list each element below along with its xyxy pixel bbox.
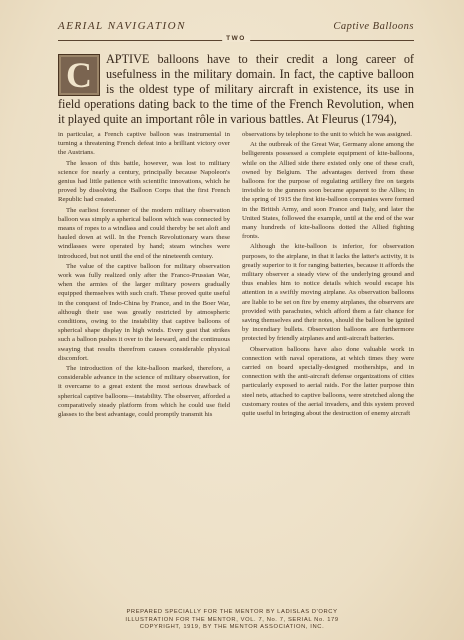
left-column xyxy=(58,130,230,419)
paragraph: Observation balloons have also done valuable work in connection with naval operations, at which times they were carried on board specially-designed motherships, and in connection with the anti-aircraft defense organizations of cities particularly exposed to aerial raids. For the latter purpose thin steel nets, attached to captive balloons, were stretched along the customary routes of the aerial invaders, and this system proved quite useful in bringing about the destruction of enemy aircraft xyxy=(242,345,414,418)
paragraph: in particular, a French captive balloon was instrumental in turning a threatening French defeat into a brilliant victory over the Austrians. xyxy=(58,131,230,157)
right-column xyxy=(242,130,414,419)
header-title: AERIAL NAVIGATION xyxy=(58,20,186,32)
paragraph: The introduction of the kite-balloon marked, therefore, a considerable advance in the science of military observation, for it overcame to a great extent the most serious drawback of spherical captive balloons—instability. The observer, afforded a comparatively steady platform from which he could use field glasses to the best advantage, could promptly transmit his xyxy=(58,365,230,419)
header-subject: Captive Balloons xyxy=(333,21,414,32)
paragraph: Although the kite-balloon is inferior, for observation purposes, to the airplane, in that it lacks the latter's activity, it is greatly superior to it for ranging batteries, because it affords the military observer a steady view of the underlying ground and thus enables him to notice details which would escape his attention in a swiftly moving airplane. As observation balloons are liable to be set on fire by enemy airplanes, the observers are provided with parachutes, which afford them a fair chance for saving themselves and their notes, should the balloon be ignited by incendiary bullets. Observation balloons are furthermore protected by friendly airplanes and anti-aircraft batteries. xyxy=(242,243,414,343)
paragraph: The value of the captive balloon for military observation work was fully realized only after the Franco-Prussian War, when the armies of the larger military powers gradually equipped themselves with such craft. These proved quite useful in the conquest of Indo-China by France, and in the Boer War, although their use was greatly restricted by atmospheric conditions, owing to the instability that captive balloons of spherical shape display in high winds. Every gust that strikes such a balloon pushes it over to the leeward, and the continuous swaying that results therefrom causes considerable physical discomfort. xyxy=(58,262,230,362)
paragraph: observations by telephone to the unit to which he was assigned. xyxy=(242,131,412,138)
page-number-label: TWO xyxy=(222,35,250,42)
footer-line: PREPARED SPECIALLY FOR THE MENTOR BY LADISLAS D'ORCY xyxy=(126,609,338,615)
header-rule xyxy=(58,36,414,46)
footer-credits xyxy=(0,609,464,632)
lead-paragraph xyxy=(58,52,414,127)
paragraph: The lesson of this battle, however, was lost to military science for nearly a century, principally because Napoleon's genius had little patience with scientific innovations, which he proved by dissolving the Balloon Corps that the first French Republic had created. xyxy=(58,159,230,204)
body-columns xyxy=(58,130,414,419)
footer-line: ILLUSTRATION FOR THE MENTOR, VOL. 7, No. 7, SERIAL No. 179 xyxy=(125,616,339,623)
running-head xyxy=(58,20,414,32)
footer-line: COPYRIGHT, 1919, BY THE MENTOR ASSOCIATION, INC. xyxy=(139,624,325,630)
paragraph: At the outbreak of the Great War, Germany alone among the belligerents possessed a complete equipment of kite-balloons, while on the Allied side there existed only one of these craft, owned by Belgium. The advantages derived from these balloons for the purpose of regulating artillery fire on targets invisible to the gunners soon became apparent to the Allies; in the spring of 1915 the first kite-balloon companies were formed in the British Army, and soon France and Italy, and later the United States, followed the example, until at the end of the war many hundreds of kite-balloons dotted the Allied fighting fronts. xyxy=(242,141,414,241)
paragraph: The earliest forerunner of the modern military observation balloon was simply a spherical balloon which was connected by means of ropes to a windlass and could thereby be set aloft and hauled down at will. In the French Revolutionary wars these windlasses were operated by hand; steam winches were introduced, but not until the end of the nineteenth century. xyxy=(58,206,230,260)
lead-text: APTIVE balloons have to their credit a long career of usefulness in the military domain. In fact, the captive balloon is the oldest type of military aircraft in existence, its use in field operations dating back to the time of the French Revolution, when it played quite an important rôle in various battles. At Fleurus (1794), xyxy=(58,52,414,126)
drop-cap xyxy=(58,54,100,96)
drop-cap-letter: C xyxy=(66,55,92,95)
